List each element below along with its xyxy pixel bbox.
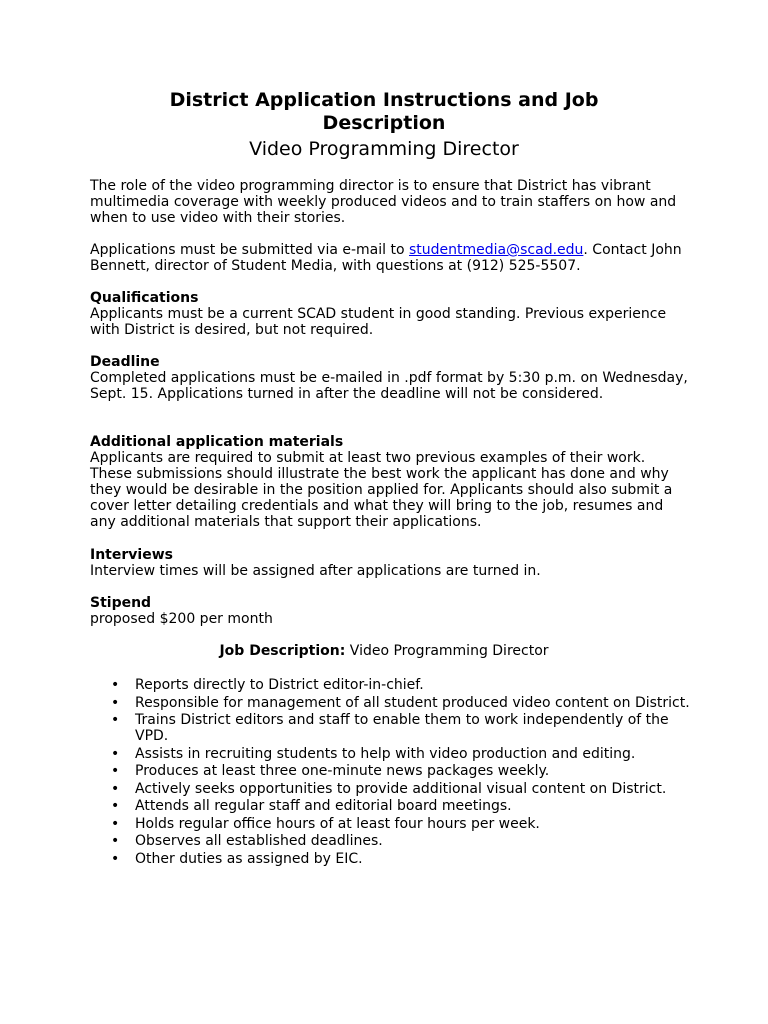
section-body: Applicants are required to submit at least two previous examples of their work. These submissions should illustrate the best work the applicant has done and why they would be desirable in the position applied for. Applicants should also submit a cover letter detailing credentials and what they will bring to the job, resumes and any additional materials that support their applications. [90, 450, 673, 530]
duty-text: Produces at least three one-minute news packages weekly. [135, 763, 550, 779]
duty-text: Holds regular office hours of at least four hours per week. [135, 815, 540, 832]
list-item [90, 712, 690, 744]
job-description-label: Job Description: [219, 643, 346, 659]
list-item [90, 833, 690, 849]
bullet-icon: • [111, 833, 120, 849]
section-deadline [90, 354, 690, 402]
duty-text: Trains District editors and staff to enable them to work independently of the VPD. [135, 712, 669, 744]
duties-list [90, 677, 690, 868]
section-qualifications [90, 290, 690, 338]
section-interviews [90, 547, 690, 579]
document-title: District Application Instructions and Job Description [169, 89, 599, 134]
intro-paragraph: The role of the video programming director is to ensure that District has vibrant multimedia coverage with weekly produced videos and to train staffers on how and when to use video with their stories. [90, 178, 677, 226]
apply-suffix: . Contact John Bennett, director of Student Media, with questions at (912) 525-5507. [90, 242, 682, 274]
list-item [90, 781, 690, 797]
bullet-icon: • [111, 745, 120, 762]
section-stipend [90, 595, 690, 627]
list-item [90, 816, 690, 832]
duty-text: Observes all established deadlines. [135, 833, 383, 849]
list-item [90, 695, 690, 711]
bullet-icon: • [111, 798, 120, 814]
bullet-icon: • [111, 850, 120, 867]
section-heading: Qualifications [90, 290, 199, 306]
section-body: Completed applications must be e-mailed in .pdf format by 5:30 p.m. on Wednesday, Sept. 15. Applications turned in after the deadline will not be considered. [90, 370, 688, 402]
apply-prefix: Applications must be submitted via e-mail to [90, 242, 409, 258]
section-heading: Deadline [90, 354, 160, 370]
duty-text: Reports directly to District editor-in-chief. [135, 677, 424, 693]
bullet-icon: • [111, 815, 120, 832]
bullet-icon: • [111, 694, 120, 711]
duty-text: Attends all regular staff and editorial board meetings. [135, 798, 512, 814]
list-item [90, 851, 690, 867]
job-description-line [0, 643, 768, 659]
section-body: proposed $200 per month [90, 611, 273, 627]
list-item [90, 746, 690, 762]
section-heading: Additional application materials [90, 434, 344, 450]
job-description-title: Video Programming Director [345, 643, 549, 659]
document-subtitle: Video Programming Director [249, 138, 519, 160]
duty-text: Assists in recruiting students to help with video production and editing. [135, 745, 636, 762]
duty-text: Other duties as assigned by EIC. [135, 850, 363, 867]
bullet-icon: • [111, 763, 120, 779]
duty-text: Actively seeks opportunities to provide additional visual content on District. [135, 780, 667, 797]
bullet-icon: • [111, 677, 120, 693]
list-item [90, 677, 690, 693]
section-heading: Stipend [90, 595, 152, 611]
list-item [90, 798, 690, 814]
section-body: Applicants must be a current SCAD student in good standing. Previous experience with District is desired, but not required. [90, 306, 667, 338]
duty-text: Responsible for management of all student produced video content on District. [135, 694, 690, 711]
section-body: Interview times will be assigned after applications are turned in. [90, 563, 541, 579]
section-heading: Interviews [90, 547, 173, 563]
bullet-icon: • [111, 780, 120, 797]
bullet-icon: • [111, 712, 120, 728]
email-link[interactable]: studentmedia@scad.edu [409, 242, 584, 258]
section-additional-materials [90, 434, 690, 530]
apply-paragraph [90, 242, 690, 274]
list-item [90, 763, 690, 779]
